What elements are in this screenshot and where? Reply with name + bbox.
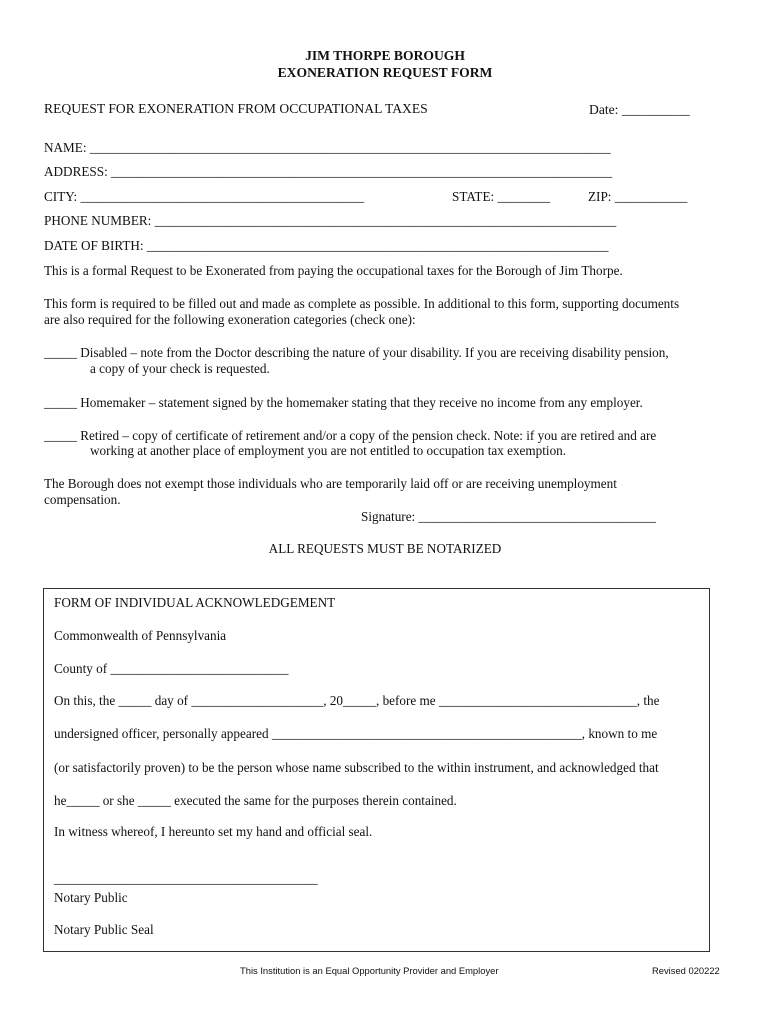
signature-field[interactable]: Signature: ____________________________________: [361, 509, 656, 524]
date-field[interactable]: Date: __________: [589, 102, 690, 117]
city-field[interactable]: CITY: ___________________________________________: [44, 189, 365, 204]
exempt-text-2: compensation.: [44, 492, 121, 507]
notary-public-label: Notary Public: [54, 890, 128, 905]
address-field[interactable]: ADDRESS: ____________________________________________________________________________: [44, 164, 613, 179]
ack-heading: FORM OF INDIVIDUAL ACKNOWLEDGEMENT: [54, 595, 336, 610]
dob-field[interactable]: DATE OF BIRTH: ______________________________________________________________________: [44, 238, 609, 253]
form-subtitle: REQUEST FOR EXONERATION FROM OCCUPATIONAL TAXES: [44, 101, 428, 116]
ack-he-she-line[interactable]: he_____ or she _____ executed the same for the purposes therein contained.: [54, 793, 457, 808]
zip-field[interactable]: ZIP: ___________: [588, 189, 688, 204]
requirement-text-2: are also required for the following exoneration categories (check one):: [44, 312, 416, 327]
requirement-text-1: This form is required to be filled out and made as complete as possible. In additional to this form, supporting documents: [44, 296, 680, 311]
name-field[interactable]: NAME: _______________________________________________________________________________: [44, 140, 611, 155]
intro-text: This is a formal Request to be Exonerated from paying the occupational taxes for the Borough of Jim Thorpe.: [44, 263, 623, 278]
phone-field[interactable]: PHONE NUMBER: ______________________________________________________________________: [44, 213, 617, 228]
notarized-notice: ALL REQUESTS MUST BE NOTARIZED: [268, 541, 502, 556]
disabled-option[interactable]: _____ Disabled – note from the Doctor describing the nature of your disability. If you are receiving disability pension,: [44, 345, 669, 360]
form-title-line1: JIM THORPE BOROUGH: [305, 48, 465, 63]
form-title-line2: EXONERATION REQUEST FORM: [277, 65, 493, 80]
retired-option[interactable]: _____ Retired – copy of certificate of retirement and/or a copy of the pension check. Note: if you are retired and are: [44, 428, 657, 443]
ack-proven-text: (or satisfactorily proven) to be the person whose name subscribed to the within instrument, and acknowledged that: [54, 760, 659, 775]
ack-county-field[interactable]: County of ___________________________: [54, 661, 289, 676]
notary-signature-line[interactable]: ________________________________________: [54, 871, 318, 886]
footer-equal-opportunity: This Institution is an Equal Opportunity Provider and Employer: [240, 965, 499, 976]
disabled-option-detail: a copy of your check is requested.: [90, 361, 270, 376]
notary-seal-label: Notary Public Seal: [54, 922, 154, 937]
ack-commonwealth: Commonwealth of Pennsylvania: [54, 628, 227, 643]
ack-witness-text: In witness whereof, I hereunto set my hand and official seal.: [54, 824, 373, 839]
exempt-text-1: The Borough does not exempt those individuals who are temporarily laid off or are receiving unemployment: [44, 476, 617, 491]
ack-date-line[interactable]: On this, the _____ day of ____________________, 20_____, before me ______________________________, the: [54, 693, 660, 708]
ack-appeared-line[interactable]: undersigned officer, personally appeared _______________________________________________, known to me: [54, 726, 658, 741]
footer-revised: Revised 020222: [652, 965, 720, 976]
homemaker-option[interactable]: _____ Homemaker – statement signed by the homemaker stating that they receive no income from any employer.: [44, 395, 643, 410]
acknowledgement-box: [43, 588, 710, 952]
retired-option-detail: working at another place of employment you are not entitled to occupation tax exemption.: [90, 443, 567, 458]
state-field[interactable]: STATE: ________: [452, 189, 551, 204]
